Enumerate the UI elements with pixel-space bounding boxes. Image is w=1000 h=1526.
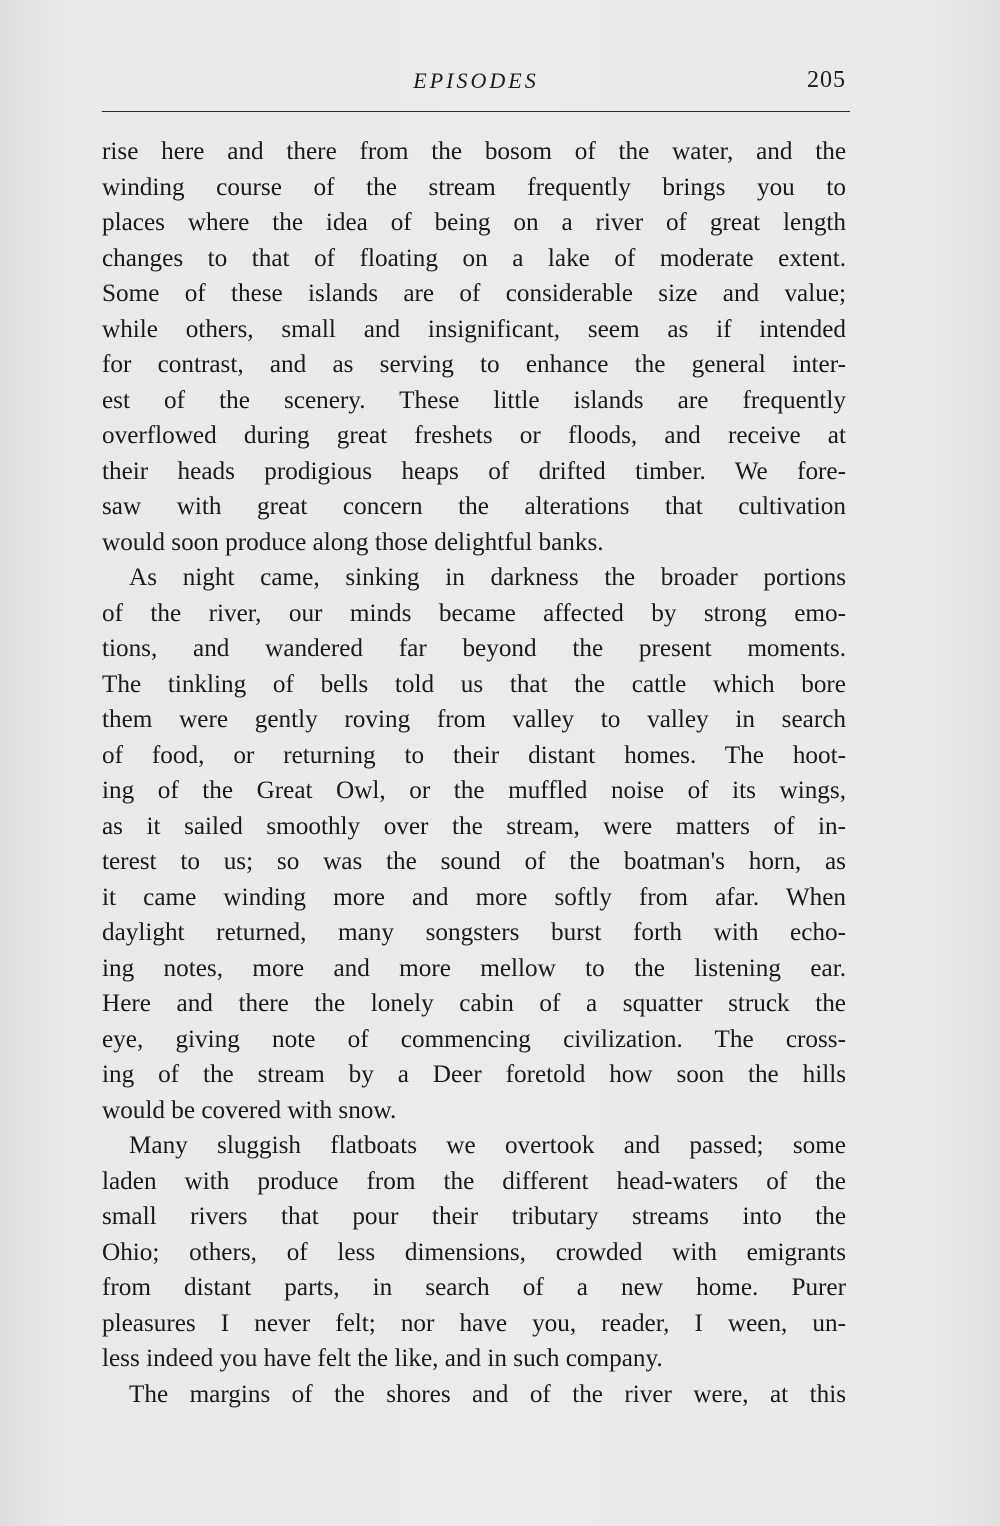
text-line: Some of these islands are of considerable size and value; bbox=[102, 280, 846, 307]
text-line: laden with produce from the different head-waters of the bbox=[102, 1167, 846, 1195]
running-title: EPISODES bbox=[413, 68, 539, 93]
text-line: ing of the stream by a Deer foretold how soon the hills bbox=[102, 1061, 846, 1088]
page-number: 205 bbox=[807, 67, 846, 93]
paragraph bbox=[102, 1377, 846, 1413]
text-line: Ohio; others, of less dimensions, crowded with emigrants bbox=[102, 1238, 846, 1266]
text-line: changes to that of floating on a lake of moderate extent. bbox=[102, 244, 846, 272]
running-header bbox=[102, 68, 850, 102]
text-line: overflowed during great freshets or floods, and receive at bbox=[102, 422, 846, 449]
text-line: daylight returned, many songsters burst forth with echo- bbox=[102, 919, 846, 946]
paragraph bbox=[102, 1128, 846, 1377]
text-line: of the river, our minds became affected by strong emo- bbox=[102, 599, 846, 627]
text-line: it came winding more and more softly from afar. When bbox=[102, 883, 846, 911]
text-line: ing notes, more and more mellow to the listening ear. bbox=[102, 954, 846, 982]
paragraph bbox=[102, 134, 846, 560]
body-text bbox=[102, 134, 846, 1412]
text-line: less indeed you have felt the like, and in such company. bbox=[102, 1345, 663, 1372]
text-line: of food, or returning to their distant homes. The hoot- bbox=[102, 741, 846, 769]
text-line: eye, giving note of commencing civilization. The cross- bbox=[102, 1025, 846, 1053]
text-line: while others, small and insignificant, seem as if intended bbox=[102, 315, 846, 343]
text-line: rise here and there from the bosom of the water, and the bbox=[102, 138, 846, 165]
text-line: would be covered with snow. bbox=[102, 1096, 397, 1124]
text-line: as it sailed smoothly over the stream, were matters of in- bbox=[102, 812, 846, 840]
text-line: for contrast, and as serving to enhance the general inter- bbox=[102, 351, 846, 378]
paragraph bbox=[102, 560, 846, 1128]
text-line: would soon produce along those delightful banks. bbox=[102, 528, 604, 556]
text-line: winding course of the stream frequently brings you to bbox=[102, 173, 846, 201]
text-line: Here and there the lonely cabin of a squatter struck the bbox=[102, 990, 846, 1017]
text-line: As night came, sinking in darkness the broader portions bbox=[129, 564, 846, 591]
text-line: est of the scenery. These little islands are frequently bbox=[102, 386, 846, 414]
text-line: pleasures I never felt; nor have you, reader, I ween, un- bbox=[102, 1309, 846, 1337]
text-line: ing of the Great Owl, or the muffled noise of its wings, bbox=[102, 777, 846, 804]
text-line: The margins of the shores and of the river were, at this bbox=[129, 1380, 846, 1408]
text-line: tions, and wandered far beyond the present moments. bbox=[102, 635, 846, 662]
text-line: places where the idea of being on a river of great length bbox=[102, 209, 846, 236]
text-line: The tinkling of bells told us that the cattle which bore bbox=[102, 670, 846, 698]
text-line: them were gently roving from valley to valley in search bbox=[102, 706, 846, 733]
header-rule bbox=[102, 111, 850, 112]
text-line: terest to us; so was the sound of the boatman's horn, as bbox=[102, 848, 846, 875]
text-line: small rivers that pour their tributary streams into the bbox=[102, 1203, 846, 1230]
text-line: from distant parts, in search of a new home. Purer bbox=[102, 1274, 846, 1301]
text-line: their heads prodigious heaps of drifted timber. We fore- bbox=[102, 457, 846, 485]
text-line: Many sluggish flatboats we overtook and passed; some bbox=[129, 1132, 846, 1159]
text-line: saw with great concern the alterations that cultivation bbox=[102, 493, 846, 520]
